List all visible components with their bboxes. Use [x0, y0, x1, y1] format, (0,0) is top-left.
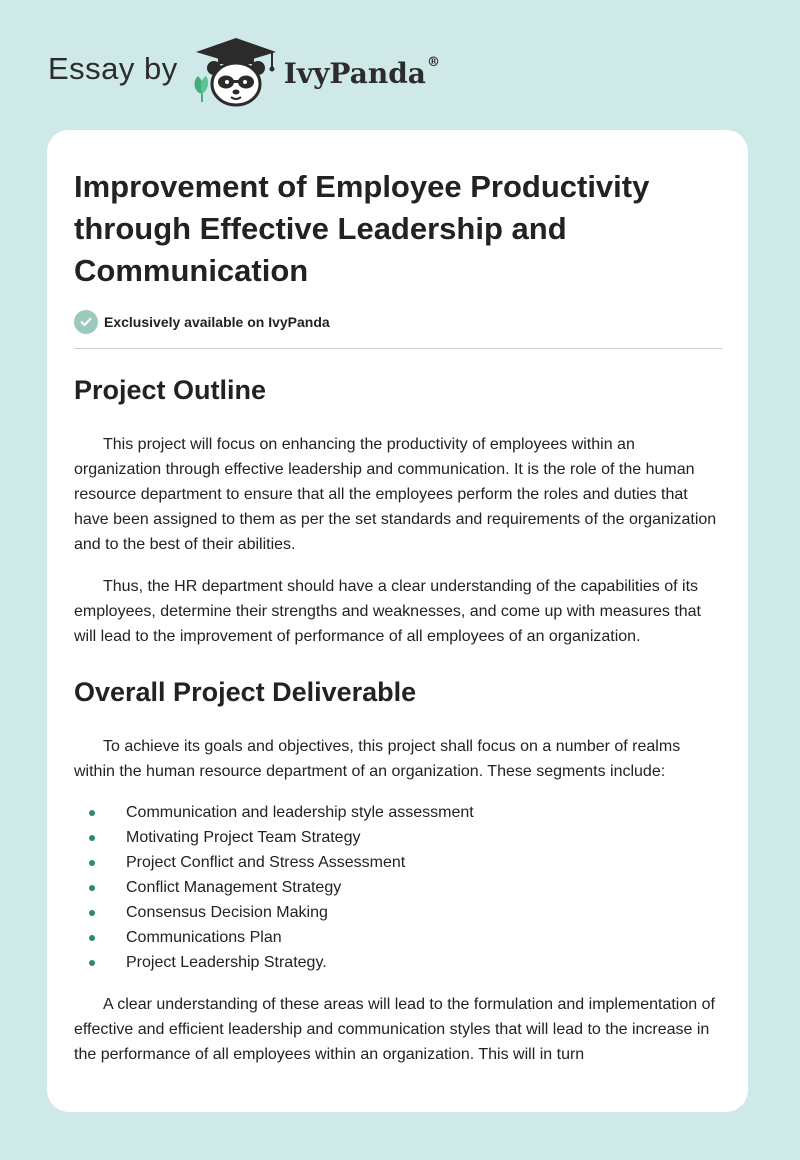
brand-name: IvyPanda®	[283, 54, 440, 90]
registered-mark: ®	[426, 54, 440, 70]
check-circle-icon	[74, 310, 98, 334]
list-item: Communications Plan	[74, 925, 722, 950]
list-item: Project Conflict and Stress Assessment	[74, 850, 722, 875]
section-heading-project-outline: Project Outline	[74, 375, 267, 405]
list-item: Consensus Decision Making	[74, 900, 722, 925]
essay-card	[47, 130, 748, 1112]
essay-title: Improvement of Employee Productivity through Effective Leadership and Communication	[74, 169, 650, 288]
paragraph: A clear understanding of these areas will lead to the formulation and implementation of effective and efficient leadership and communication styles that will lead to the increase in the performance of all employees within an organization. This will in turn	[74, 996, 715, 1063]
deliverables-list	[74, 800, 722, 975]
exclusive-badge	[74, 310, 722, 349]
section-heading-overall-project-deliverable: Overall Project Deliverable	[74, 677, 417, 707]
list-item: Conflict Management Strategy	[74, 875, 722, 900]
exclusive-text: Exclusively available on IvyPanda	[104, 314, 330, 330]
brand-prefix: Essay by	[48, 51, 178, 86]
site-header	[48, 34, 440, 110]
paragraph: To achieve its goals and objectives, this project shall focus on a number of realms within the human resource department of an organization. These segments include:	[74, 738, 681, 780]
list-item: Communication and leadership style assessment	[74, 800, 722, 825]
paragraph: Thus, the HR department should have a clear understanding of the capabilities of its employees, determine their strengths and weaknesses, and come up with measures that will lead to the improvement of performance of all employees of an organization.	[74, 578, 701, 645]
list-item: Motivating Project Team Strategy	[74, 825, 722, 850]
paragraph: This project will focus on enhancing the productivity of employees within an organization through effective leadership and communication. It is the role of the human resource department to ensure that all the employees perform the roles and duties that have been assigned to them as per the set standards and requirements of the organization and to the best of their abilities.	[74, 436, 717, 553]
list-item: Project Leadership Strategy.	[74, 950, 722, 975]
panda-graduate-icon	[190, 34, 282, 110]
